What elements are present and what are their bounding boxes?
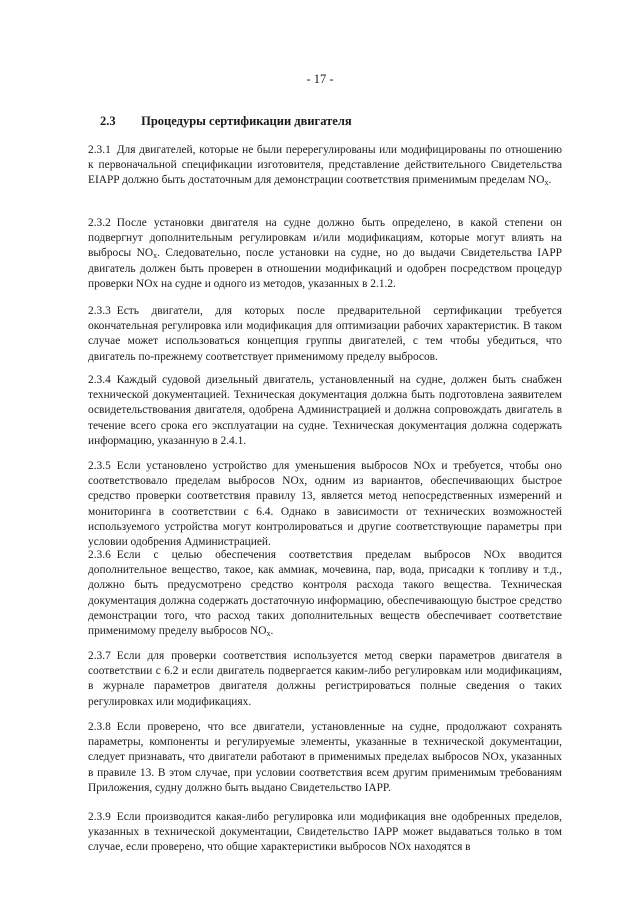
paragraph-number: 2.3.7 <box>88 650 111 662</box>
paragraph-2-3-3 <box>88 304 562 365</box>
paragraph-text: Каждый судовой дизельный двигатель, установленный на судне, должен быть снабжен технической документацией. Техническая документация должна быть подготовлена заявителем освидетельствования двигателя, одобрена Администрацией и должна сопровождать двигатель в течение всего срока его эксплуатации на судне. Техническая документация должна содержать информацию, указанную в 2.4.1. <box>88 374 562 447</box>
paragraph-tail: . Следовательно, после установки на судне, но до выдачи Свидетельства IAPP двигатель должен быть проверен в отношении модификаций и одобрен посредством процедур проверки NOx на судне и одного из методов, указанных в 2.1.2. <box>88 247 562 290</box>
paragraph-2-3-1 <box>88 143 562 189</box>
paragraph-text: Если для проверки соответствия используется метод сверки параметров двигателя в соответствии с 6.2 и если двигатель подвергается каким-либо регулировкам или модификациям, в журнале параметров двигателя должны регистрироваться полные сведения о таких регулировках или модификациях. <box>88 650 562 708</box>
paragraph-2-3-5 <box>88 459 562 550</box>
page-number: - 17 - <box>306 72 334 86</box>
paragraph-2-3-2 <box>88 216 562 292</box>
paragraph-2-3-9 <box>88 810 562 856</box>
paragraph-number: 2.3.8 <box>88 721 111 733</box>
paragraph-number: 2.3.5 <box>88 460 111 472</box>
paragraph-text: Если установлено устройство для уменьшения выбросов NOx и требуется, чтобы оно соответствовало пределам выбросов NOx, одним из вариантов, обеспечивающих быстрое средство проверки соответствия правилу 13, является метод непосредственных измерений и мониторинга в соответствии с 6.4. Однако в зависимости от технических возможностей используемого устройства могут контролироваться и другие соответствующие параметры при условии одобрения Администрацией. <box>88 460 562 549</box>
paragraph-text: Если производится какая-либо регулировка или модификация вне одобренных пределов, указанных в технической документации, Свидетельство IAPP может выдаваться только в том случае, если проверено, что общие характеристики выбросов NOx находятся в <box>88 811 562 854</box>
subscript: x <box>153 251 158 261</box>
paragraph-2-3-7 <box>88 649 562 710</box>
paragraph-2-3-8 <box>88 720 562 796</box>
paragraph-2-3-4 <box>88 373 562 449</box>
section-title: Процедуры сертификации двигателя <box>141 114 352 128</box>
section-heading <box>100 114 352 129</box>
paragraph-number: 2.3.6 <box>88 549 111 561</box>
paragraph-number: 2.3.2 <box>88 217 111 229</box>
paragraph-number: 2.3.4 <box>88 374 111 386</box>
paragraph-number: 2.3.3 <box>88 305 111 317</box>
section-number: 2.3 <box>100 114 116 128</box>
subscript: x <box>544 178 549 188</box>
paragraph-2-3-6 <box>88 548 562 639</box>
paragraph-number: 2.3.9 <box>88 811 111 823</box>
paragraph-number: 2.3.1 <box>88 144 111 156</box>
paragraph-text: Если с целью обеспечения соответствия пределам выбросов NOx вводится дополнительное вещество, такое, как аммиак, мочевина, пар, вода, присадки к топливу и т.д., должно быть предусмотрено средство контроля расхода такого вещества. Техническая документация должна содержать достаточную информацию, обеспечивающую быстрое средство демонстрации того, что расход таких дополнительных веществ обеспечивает соответствие применимому пределу выбросов NO <box>88 549 562 638</box>
paragraph-text: Если проверено, что все двигатели, установленные на судне, продолжают сохранять параметры, компоненты и регулируемые элементы, указанные в технической документации, следует признавать, что двигатели работают в применимых пределах выбросов NOx, указанных в правиле 13. В этом случае, при условии соответствия всем другим применимым требованиям Приложения, судну должно быть выдано Свидетельство IAPP. <box>88 721 562 794</box>
paragraph-tail: . <box>548 174 552 187</box>
paragraph-text: Есть двигатели, для которых после предварительной сертификации требуется окончательная регулировка или модификация для оптимизации рабочих характеристик. В таком случае может использоваться концепция группы двигателей, с тем чтобы убедиться, что двигатель по-прежнему соответствует применимому пределу выбросов. <box>88 305 562 363</box>
paragraph-tail: . <box>270 625 274 638</box>
paragraph-text: После установки двигателя на судне должно быть определено, в какой степени он подвергнут дополнительным регулировкам и/или модификациям, которые могут влиять на выбросы NO <box>88 217 562 260</box>
paragraph-text: Для двигателей, которые не были перерегулированы или модифицированы по отношению к первоначальной спецификации изготовителя, представление действительного Свидетельства EIAPP должно быть достаточным для демонстрации соответствия применимым пределам NO <box>88 144 562 187</box>
subscript: x <box>266 629 271 639</box>
